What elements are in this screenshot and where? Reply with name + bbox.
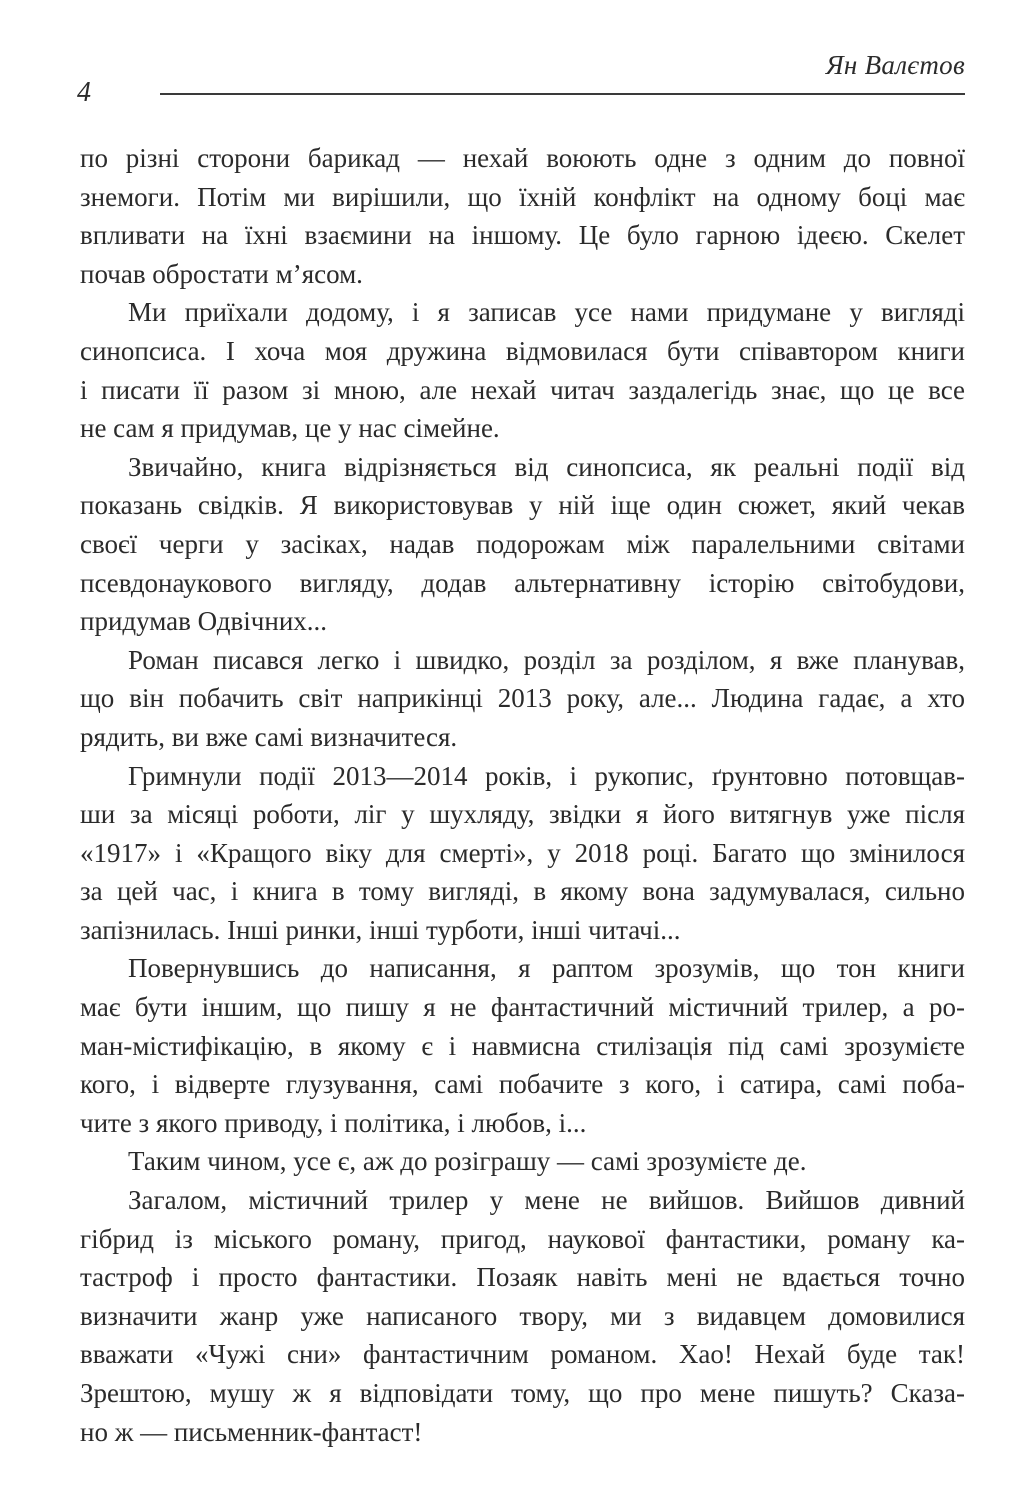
text-line: і писати її разом зі мною, але нехай читач заздалегідь знає, що це все: [80, 374, 965, 405]
text-line: визначити жанр уже написаного твору, ми з видавцем домовилися: [80, 1300, 965, 1331]
text-line: не сам я придумав, це у нас сімейне.: [80, 413, 500, 444]
text-line: Таким чином, усе є, аж до розіграшу — самі зрозумієте де.: [128, 1146, 807, 1177]
text-line: почав обростати м’ясом.: [80, 258, 363, 289]
running-head-author: Ян Валєтов: [825, 50, 965, 80]
text-line: впливати на їхні взаємини на іншому. Це було гарною ідеєю. Скелет: [80, 220, 965, 251]
text-line: ши за місяці роботи, ліг у шухляду, звідки я його витягнув уже після: [80, 799, 965, 830]
text-line: кого, і відверте глузування, самі побачите з кого, і сатира, самі поба-: [80, 1069, 965, 1100]
text-line: має бути іншим, що пишу я не фантастичний містичний трилер, а ро-: [80, 992, 965, 1023]
text-line: ман-містифікацію, в якому є і навмисна стилізація під самі зрозумієте: [80, 1030, 965, 1061]
page-number: 4: [77, 77, 91, 108]
text-line: Загалом, містичний трилер у мене не вийшов. Вийшов дивний: [128, 1185, 965, 1216]
text-line: тастроф і просто фантастики. Позаяк навіть мені не вдається точно: [80, 1262, 965, 1293]
text-line: придумав Одвічних...: [80, 606, 328, 637]
text-line: но ж — письменник-фантаст!: [80, 1416, 423, 1447]
text-line: що він побачить світ наприкінці 2013 року, але... Людина гадає, а хто: [80, 683, 965, 714]
text-line: синопсиса. І хоча моя дружина відмовилася бути співавтором книги: [80, 335, 965, 366]
header-rule: [160, 93, 965, 95]
text-line: показань свідків. Я використовував у ній іще один сюжет, який чекав: [80, 490, 965, 521]
text-line: Повернувшись до написання, я раптом зрозумів, що тон книги: [128, 953, 965, 984]
text-line: запізнилась. Інші ринки, інші турботи, інші читачі...: [80, 914, 681, 945]
text-line: вважати «Чужі сни» фантастичним романом. Хао! Нехай буде так!: [80, 1339, 965, 1370]
text-line: гібрид із міського роману, пригод, наукової фантастики, роману ка-: [80, 1223, 965, 1254]
text-line: чите з якого приводу, і політика, і любов, і...: [80, 1107, 587, 1138]
text-line: рядить, ви вже самі визначитеся.: [80, 721, 458, 752]
text-line: Роман писався легко і швидко, розділ за розділом, я вже планував,: [128, 644, 965, 675]
text-line: Гримнули події 2013—2014 років, і рукопис, ґрунтовно потовщав-: [128, 760, 965, 791]
text-line: Ми приїхали додому, і я записав усе нами придумане у вигляді: [128, 297, 965, 328]
text-line: по різні сторони барикад — нехай воюють одне з одним до повної: [80, 143, 965, 173]
text-line: за цей час, і книга в тому вигляді, в якому вона задумувалася, сильно: [80, 876, 965, 907]
text-line: «1917» і «Кращого віку для смерті», у 2018 році. Багато що змінилося: [80, 837, 965, 868]
text-line: псевдонаукового вигляду, додав альтернативну історію світобудови,: [80, 567, 965, 598]
text-line: знемоги. Потім ми вирішили, що їхній конфлікт на одному боці має: [80, 181, 965, 212]
text-line: Звичайно, книга відрізняється від синопсиса, як реальні події від: [128, 451, 965, 482]
text-line: своєї черги у засіках, надав подорожам між паралельними світами: [80, 528, 965, 559]
running-head: [0, 0, 1031, 120]
text-line: Зрештою, мушу ж я відповідати тому, що про мене пишуть? Сказа-: [80, 1378, 965, 1408]
body-text: [80, 139, 965, 1451]
